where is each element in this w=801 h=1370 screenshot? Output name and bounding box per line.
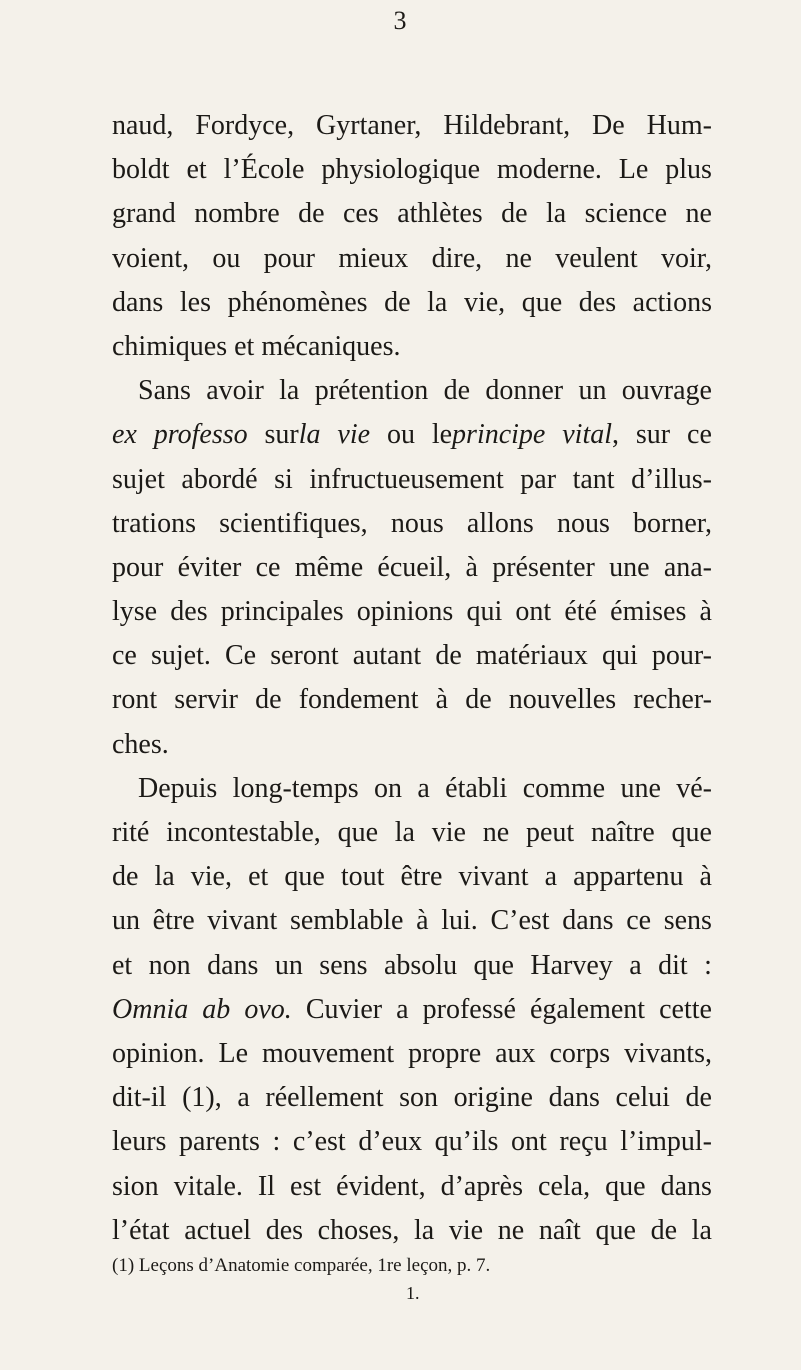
text-line <box>112 1209 712 1253</box>
word: sur <box>635 419 671 451</box>
word: sens <box>663 905 712 937</box>
word: propre <box>408 1037 482 1069</box>
word: de <box>384 286 411 318</box>
word: ce <box>687 419 712 451</box>
word: tout <box>340 861 385 893</box>
footnote: (1) Leçons d’Anatomie comparée, 1re leçon, p. 7. <box>112 1255 491 1276</box>
word: dans <box>207 949 259 981</box>
word: pour <box>112 551 164 583</box>
word: comme <box>522 772 606 804</box>
word: dans <box>562 905 614 937</box>
word: ne <box>685 198 712 230</box>
word: de <box>685 1082 712 1114</box>
word: (1), <box>182 1082 222 1114</box>
word: tant <box>572 463 615 495</box>
word: également <box>530 993 646 1025</box>
word: actuel <box>184 1214 252 1246</box>
word: plus <box>665 154 712 186</box>
word: être <box>152 905 195 937</box>
word: de <box>298 198 325 230</box>
text-line <box>112 1076 712 1120</box>
text-line <box>112 988 712 1032</box>
word: été <box>564 596 597 628</box>
word: athlètes <box>397 198 483 230</box>
word: donner <box>485 375 564 407</box>
word: la <box>546 198 567 230</box>
word: dans <box>112 286 164 318</box>
word: professo <box>153 419 248 451</box>
word: par <box>520 463 557 495</box>
word: sujet. <box>150 640 211 672</box>
word: que <box>284 861 325 893</box>
word: que <box>521 286 563 318</box>
text-line <box>112 237 712 281</box>
word: sens <box>319 949 368 981</box>
word: à <box>416 905 429 937</box>
word: prétention <box>314 375 429 407</box>
word: ne <box>505 242 532 274</box>
word: de <box>501 198 528 230</box>
word: lyse <box>112 596 158 628</box>
text-line <box>112 413 712 457</box>
word: corps <box>549 1037 611 1069</box>
word: aux <box>495 1037 536 1069</box>
word: trations <box>112 507 196 539</box>
word: la <box>394 817 415 848</box>
word: est <box>290 1170 322 1202</box>
word: a <box>417 772 430 804</box>
word: vie <box>431 817 466 848</box>
word: ou <box>212 242 241 274</box>
text-line <box>112 192 712 236</box>
word: cette <box>659 993 712 1025</box>
word: qui <box>466 596 503 628</box>
word: naît <box>538 1214 581 1246</box>
word: Le <box>218 1037 249 1069</box>
word: Omnia <box>112 993 189 1025</box>
text-line <box>112 944 712 988</box>
word: de <box>435 640 462 672</box>
text-line <box>112 546 712 590</box>
word: voir, <box>661 242 712 274</box>
word: à <box>465 551 478 583</box>
word: non <box>148 949 191 981</box>
word: parents <box>179 1126 260 1158</box>
word: peut <box>525 817 575 848</box>
word: autant <box>352 640 422 672</box>
word: dans <box>548 1082 600 1114</box>
word: leprincipe <box>431 419 546 451</box>
word: ex <box>112 419 137 451</box>
word: professé <box>422 993 516 1025</box>
word: nombre <box>194 198 280 230</box>
word: cela, <box>538 1170 591 1202</box>
word: science <box>584 198 668 230</box>
word: ce <box>255 551 281 583</box>
word: vie, <box>463 286 506 318</box>
word: mieux <box>338 242 409 274</box>
word: Gyrtaner, <box>316 110 422 141</box>
word: vital, <box>562 419 620 451</box>
word: allons <box>466 507 534 539</box>
word: les <box>179 286 212 318</box>
word: lui. <box>441 905 478 937</box>
word: veulent <box>555 242 638 274</box>
word: ou <box>386 419 415 451</box>
text-line <box>112 104 712 148</box>
word: et <box>112 949 133 981</box>
word: présenter <box>492 551 595 583</box>
word: d’après <box>440 1170 524 1202</box>
word: réellement <box>265 1082 384 1114</box>
word: voient, <box>112 242 189 274</box>
word: la <box>279 375 300 407</box>
word: une <box>620 772 661 804</box>
word: dans <box>660 1170 712 1202</box>
word: Hildebrant, <box>443 110 571 141</box>
word: un <box>578 375 607 407</box>
word: dire, <box>431 242 483 274</box>
word: des <box>170 596 208 628</box>
word: son <box>399 1082 439 1114</box>
word: actions <box>632 286 712 318</box>
word: c’est <box>292 1126 346 1158</box>
word: : <box>704 949 712 981</box>
word: celui <box>615 1082 670 1114</box>
word: abordé <box>181 463 258 495</box>
word: vie <box>448 1214 484 1246</box>
word: choses, <box>317 1214 400 1246</box>
text-line <box>112 590 712 634</box>
word: des <box>265 1214 304 1246</box>
word: boldt <box>112 154 170 186</box>
word: Le <box>618 154 649 186</box>
text-line <box>112 1165 712 1209</box>
word: de <box>112 861 139 893</box>
word: fondement <box>298 684 419 716</box>
word: Depuis <box>138 772 218 804</box>
word: la <box>413 1214 435 1246</box>
word: ce <box>626 905 652 937</box>
word: rité <box>112 817 150 848</box>
word: chimiques <box>112 330 228 362</box>
word: appartenu <box>573 861 684 893</box>
text-line <box>112 899 712 943</box>
word: établi <box>445 772 508 804</box>
word: opinion. <box>112 1037 205 1069</box>
word: ont <box>511 1126 547 1158</box>
word: semblable <box>289 905 404 937</box>
word: même <box>294 551 364 583</box>
word: moderne. <box>496 154 602 186</box>
page-number: 3 <box>393 6 408 35</box>
word: ne <box>482 817 510 848</box>
word: a <box>629 949 642 981</box>
text-line <box>112 634 712 678</box>
word: des <box>578 286 617 318</box>
word: à <box>435 684 449 716</box>
word: de <box>465 684 492 716</box>
word: émises <box>610 596 687 628</box>
word: incontestable, <box>166 817 321 848</box>
word: Cuvier <box>305 993 383 1025</box>
word: une <box>609 551 650 583</box>
word: surla <box>264 419 321 451</box>
word: et <box>248 861 269 893</box>
word: la <box>154 861 175 893</box>
word: Sans <box>138 375 191 407</box>
word: ne <box>497 1214 525 1246</box>
word: que <box>337 817 379 848</box>
word: vivants, <box>624 1037 712 1069</box>
word: ront <box>112 684 158 716</box>
word: mouvement <box>261 1037 395 1069</box>
word: pour- <box>651 640 712 672</box>
word: Ce <box>225 640 257 672</box>
word: évident, <box>336 1170 426 1202</box>
word: servir <box>174 684 239 716</box>
text-line <box>112 281 712 325</box>
text-line <box>112 811 712 855</box>
word: que <box>605 1170 646 1202</box>
word: ab <box>202 993 231 1025</box>
word: borner, <box>633 507 712 539</box>
word: : <box>272 1126 281 1158</box>
word: avoir <box>206 375 264 407</box>
word: a <box>237 1082 250 1114</box>
word: Fordyce, <box>195 110 295 141</box>
word: pour <box>263 242 315 274</box>
word: grand <box>112 198 176 230</box>
word: nouvelles <box>508 684 617 716</box>
word: de <box>650 1214 678 1246</box>
word: physiologique <box>321 154 481 186</box>
word: écueil, <box>377 551 452 583</box>
word: ana- <box>663 551 712 583</box>
word: de <box>255 684 282 716</box>
word: si <box>274 463 293 495</box>
word: et <box>234 330 255 362</box>
word: a <box>544 861 557 893</box>
word: Harvey <box>530 949 613 981</box>
word: la <box>427 286 448 318</box>
word: scientifiques, <box>219 507 368 539</box>
word: principales <box>220 596 344 628</box>
word: matériaux <box>475 640 588 672</box>
word: l’impul- <box>620 1126 712 1158</box>
word: a <box>396 993 409 1025</box>
word: et <box>186 154 207 186</box>
word: la <box>691 1214 712 1246</box>
word: leurs <box>112 1126 167 1158</box>
word: vivant <box>207 905 278 937</box>
word: dit <box>658 949 688 981</box>
word: opinions <box>356 596 454 628</box>
word: ces <box>343 198 379 230</box>
word: sion <box>112 1170 159 1202</box>
word: recher- <box>633 684 712 716</box>
text-line <box>112 678 712 722</box>
word: phénomènes <box>227 286 368 318</box>
word: vivant <box>458 861 529 893</box>
word: ches. <box>112 728 169 760</box>
word: dit-il <box>112 1082 167 1114</box>
word: l’École <box>223 154 305 186</box>
word: ont <box>515 596 552 628</box>
word: être <box>400 861 443 893</box>
word: qui <box>601 640 638 672</box>
word: ouvrage <box>621 375 712 407</box>
word: d’eux <box>358 1126 423 1158</box>
word: infructueusement <box>309 463 504 495</box>
word: naître <box>590 817 655 848</box>
word: que <box>671 817 712 848</box>
word: à <box>699 861 712 893</box>
text-line <box>112 369 712 413</box>
word: ce <box>112 640 137 672</box>
word: nous <box>556 507 610 539</box>
word: qu’ils <box>434 1126 499 1158</box>
word: on <box>374 772 403 804</box>
word: C’est <box>490 905 550 937</box>
word: reçu <box>559 1126 608 1158</box>
word: absolu <box>383 949 458 981</box>
word: un <box>112 905 140 937</box>
text-line <box>112 1032 712 1076</box>
word: Hum- <box>646 110 712 141</box>
word: que <box>595 1214 636 1246</box>
word: naud, <box>112 110 174 141</box>
word: vé- <box>676 772 712 804</box>
word: de <box>443 375 470 407</box>
word: vitale. <box>173 1170 243 1202</box>
word: Il <box>257 1170 276 1202</box>
word: mécaniques. <box>261 330 401 362</box>
word: l’état <box>112 1214 170 1246</box>
body-text <box>112 104 712 1253</box>
word: d’illus- <box>631 463 712 495</box>
word: long-temps <box>232 772 359 804</box>
text-line <box>112 723 712 767</box>
word: seront <box>270 640 339 672</box>
word: De <box>592 110 625 141</box>
text-line <box>112 325 712 369</box>
text-line <box>112 767 712 811</box>
signature-mark: 1. <box>406 1283 420 1303</box>
text-line <box>112 855 712 899</box>
word: sujet <box>112 463 165 495</box>
word: éviter <box>177 551 242 583</box>
word: ovo. <box>244 993 292 1025</box>
word: vie, <box>190 861 232 893</box>
word: que <box>473 949 514 981</box>
word: vie <box>337 419 371 451</box>
word: origine <box>453 1082 533 1114</box>
word: nous <box>390 507 444 539</box>
word: à <box>699 596 712 628</box>
text-line <box>112 148 712 192</box>
text-line <box>112 458 712 502</box>
word: un <box>274 949 303 981</box>
text-line <box>112 1120 712 1164</box>
text-line <box>112 502 712 546</box>
